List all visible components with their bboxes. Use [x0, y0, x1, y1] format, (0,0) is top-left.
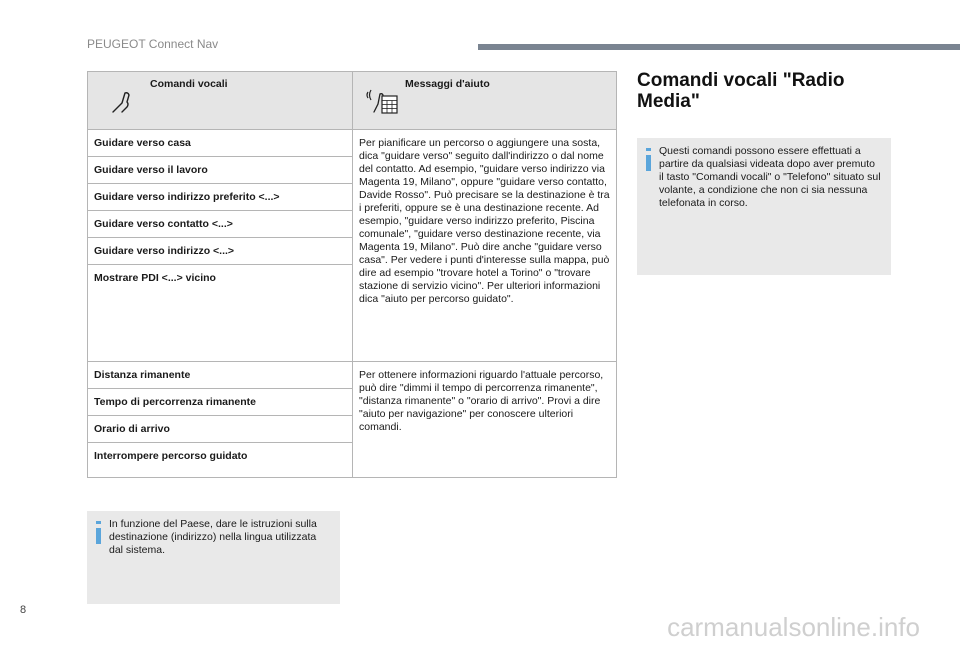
table-header-help-label: Messaggi d'aiuto: [405, 78, 490, 90]
table-header-commands: [88, 72, 353, 130]
command-cell: Interrompere percorso guidato: [88, 443, 353, 478]
table-header-help: [353, 72, 617, 130]
command-cell: Guidare verso casa: [88, 130, 353, 157]
note-text: Questi comandi possono essere effettuati a partire da qualsiasi videata dopo aver premuto il tasto "Comandi vocali" o "Telefono" situato sul volante, a condizione che non ci sia nessuna telefonata in corso.: [659, 145, 881, 209]
note-accent-bar: [646, 155, 651, 171]
note-box-destination-language: [87, 511, 340, 604]
note-box-radio-media: [637, 138, 891, 275]
note-accent-bar: [96, 521, 101, 524]
watermark-text: carmanualsonline.info: [667, 612, 920, 642]
voice-command-icon: [110, 90, 136, 116]
document-header-title: PEUGEOT Connect Nav: [87, 37, 219, 51]
help-text-cell: Per pianificare un percorso o aggiungere una sosta, dica "guidare verso" seguito dall'indirizzo o dal nome del contatto. Ad esempio, "guidare verso indirizzo via Magenta 19, Milano", oppure "guidare verso contatto, Davide Rosso". Può precisare se la destinazione è tra i preferiti, oppure se è una destinazione recente. Ad esempio, "guidare verso indirizzo preferito, Piscina comunale", "guidare verso destinazione recente, via Magenta 19, Milano". Può dire anche "guidare verso casa". Per vedere i punti d'interesse sulla mappa, può dire ad esempio "trovare hotel a Torino" o "trovare stazione di servizio vicino". Per ulteriori informazioni dica "aiuto per percorso guidato".: [353, 130, 617, 362]
note-accent-bar: [646, 148, 651, 151]
voice-keypad-icon: [365, 86, 399, 116]
command-cell: Orario di arrivo: [88, 416, 353, 443]
command-cell: Guidare verso contatto <...>: [88, 211, 353, 238]
command-cell: Mostrare PDI <...> vicino: [88, 265, 353, 362]
command-cell: Guidare verso indirizzo preferito <...>: [88, 184, 353, 211]
table-header-commands-label: Comandi vocali: [150, 78, 228, 90]
command-cell: Guidare verso il lavoro: [88, 157, 353, 184]
section-title: Comandi vocali "Radio Media": [637, 70, 845, 112]
command-cell: Tempo di percorrenza rimanente: [88, 389, 353, 416]
command-cell: Guidare verso indirizzo <...>: [88, 238, 353, 265]
help-text-cell: Per ottenere informazioni riguardo l'attuale percorso, può dire "dimmi il tempo di percorrenza rimanente", "distanza rimanente" o "orario di arrivo". Provi a dire "aiuto per navigazione" per conoscere ulteriori comandi.: [353, 362, 617, 478]
note-text: In funzione del Paese, dare le istruzioni sulla destinazione (indirizzo) nella lingua utilizzata dal sistema.: [109, 518, 317, 556]
voice-commands-table: [87, 71, 617, 478]
page-number: 8: [20, 604, 27, 616]
header-bar: [478, 44, 960, 50]
command-cell: Distanza rimanente: [88, 362, 353, 389]
note-accent-bar: [96, 528, 101, 544]
